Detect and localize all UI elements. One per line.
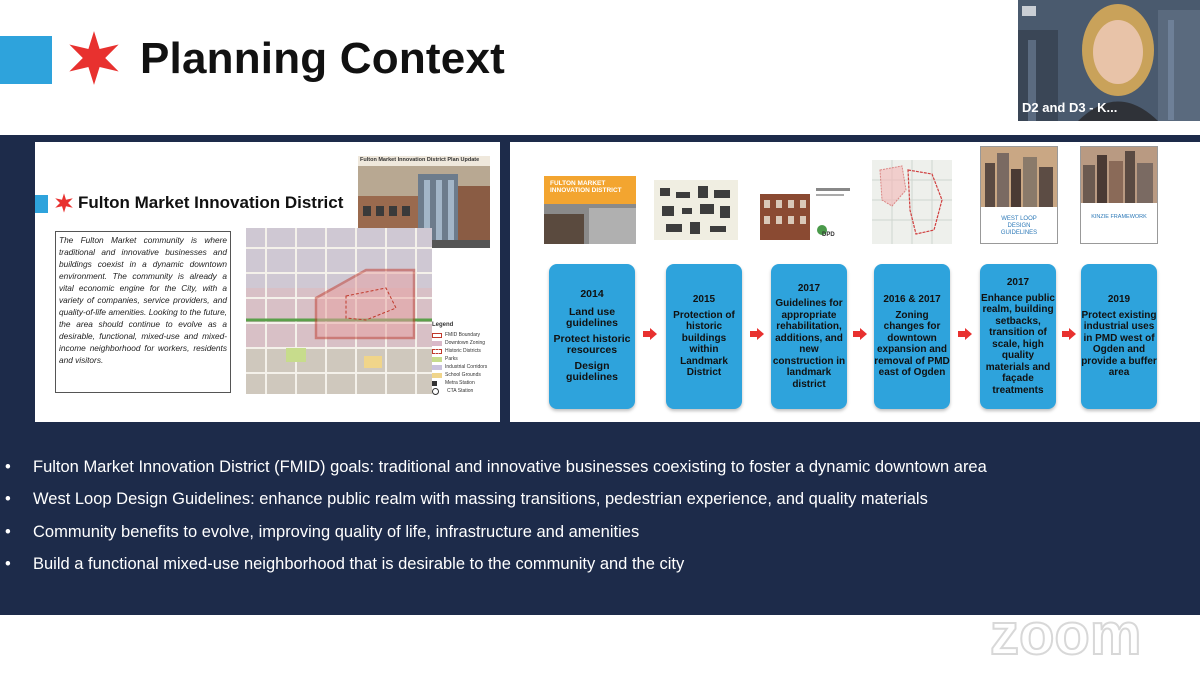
landmark-map-thumbnail: [654, 180, 738, 240]
fm-plan-thumbnail-title: FULTON MARKET INNOVATION DISTRICT: [550, 180, 622, 194]
bullet-text: Fulton Market Innovation District (FMID) goals: traditional and innovative businesses coexisting to foster a dynamic downtown area: [33, 458, 987, 476]
timeline-step: [549, 264, 635, 409]
step-year: 2015: [692, 294, 716, 306]
map-legend: [432, 322, 494, 402]
bullet-dot: •: [5, 555, 11, 573]
kinzie-thumbnail-title: KINZIE FRAMEWORK: [1091, 214, 1147, 220]
step-text: Guidelines for appropriate rehabilitation, additions, and new construction in landmark district: [772, 298, 846, 390]
bullet-dot: •: [5, 458, 11, 476]
legend-item: Metra Station: [432, 379, 494, 387]
timeline-step: [874, 264, 950, 409]
step-text: Protect existing industrial uses in PMD west of Ogden and provide a buffer area: [1081, 309, 1157, 379]
step-text: Design guidelines: [566, 359, 618, 384]
dpd-label: DPD: [822, 232, 835, 238]
arrow-right-icon: [643, 328, 657, 340]
step-text: Zoning changes for downtown expansion and removal of PMD east of Ogden: [874, 309, 950, 379]
step-text: Protection of historic buildings within Landmark District: [673, 309, 735, 379]
fm-plan-thumbnail: [544, 176, 636, 244]
bullet-dot: •: [5, 523, 11, 541]
step-year: 2016 & 2017: [883, 294, 941, 306]
legend-item: Historic Districts: [432, 347, 494, 355]
step-year: 2014: [580, 288, 604, 301]
bullet-text: West Loop Design Guidelines: enhance public realm with massing transitions, pedestrian experience, and quality materials: [33, 490, 928, 508]
list-item: [0, 490, 1200, 518]
legend-item: FMID Boundary: [432, 331, 494, 339]
arrow-right-icon: [853, 328, 867, 340]
step-text: Land use guidelines: [566, 305, 618, 330]
west-loop-thumbnail: [980, 146, 1058, 244]
legend-item: School Grounds: [432, 371, 494, 379]
timeline-step: [980, 264, 1056, 409]
bullet-text: Build a functional mixed-use neighborhood that is desirable to the community and the city: [33, 555, 685, 573]
fmid-map: [246, 228, 432, 394]
bullet-dot: •: [5, 490, 11, 508]
legend-title: Legend: [432, 322, 454, 328]
list-item: [0, 523, 1200, 551]
zoom-logo: [990, 604, 1190, 662]
accent-square: [35, 195, 48, 213]
timeline-step: [1081, 264, 1157, 409]
arrow-right-icon: [750, 328, 764, 340]
step-year: 2017: [1006, 277, 1030, 288]
step-text: Enhance public realm, building setbacks, transition of scale, high quality materials and façade treatments: [981, 292, 1055, 396]
timeline-step: [666, 264, 742, 409]
star-icon: [54, 193, 74, 213]
legend-item: Downtown Zoning: [432, 339, 494, 347]
bullet-text: Community benefits to evolve, improving quality of life, infrastructure and amenities: [33, 523, 640, 541]
accent-bar: [0, 36, 52, 84]
timeline-step: [771, 264, 847, 409]
zoning-map-thumbnail: [872, 160, 952, 244]
legend-item: CTA Station: [432, 387, 494, 395]
step-text: Protect historic resources: [553, 332, 631, 357]
legend-item: Parks: [432, 355, 494, 363]
plan-cover-title: Fulton Market Innovation District Plan Update: [360, 157, 480, 163]
fmid-heading: Fulton Market Innovation District: [78, 193, 344, 212]
slide-title: Planning Context: [140, 34, 505, 83]
arrow-right-icon: [958, 328, 972, 340]
chicago-star-icon: [66, 30, 122, 86]
kinzie-thumbnail: [1080, 146, 1158, 244]
guidelines-thumbnail: [758, 180, 854, 244]
zoom-logo-text: zoom: [990, 604, 1142, 662]
step-year: 2019: [1107, 294, 1131, 306]
legend-item: Industrial Corridors: [432, 363, 494, 371]
fmid-description: The Fulton Market community is where traditional and innovative businesses and buildings coexist in a dynamic downtown environment. The community is already a vital economic engine for the City, with a variety of companies, service providers, and quality-of-life amenities. Looking to the future, the area should continue to evolve as a desirable, functional, mixed-use and mixed-income neighborhood for workers, residents and visitors.: [55, 231, 231, 393]
list-item: [0, 555, 1200, 583]
participant-name: D2 and D3 - K...: [1022, 100, 1118, 115]
west-loop-thumbnail-title: WEST LOOP DESIGN GUIDELINES: [1000, 216, 1038, 236]
arrow-right-icon: [1062, 328, 1076, 340]
list-item: [0, 458, 1200, 486]
step-year: 2017: [797, 282, 821, 294]
